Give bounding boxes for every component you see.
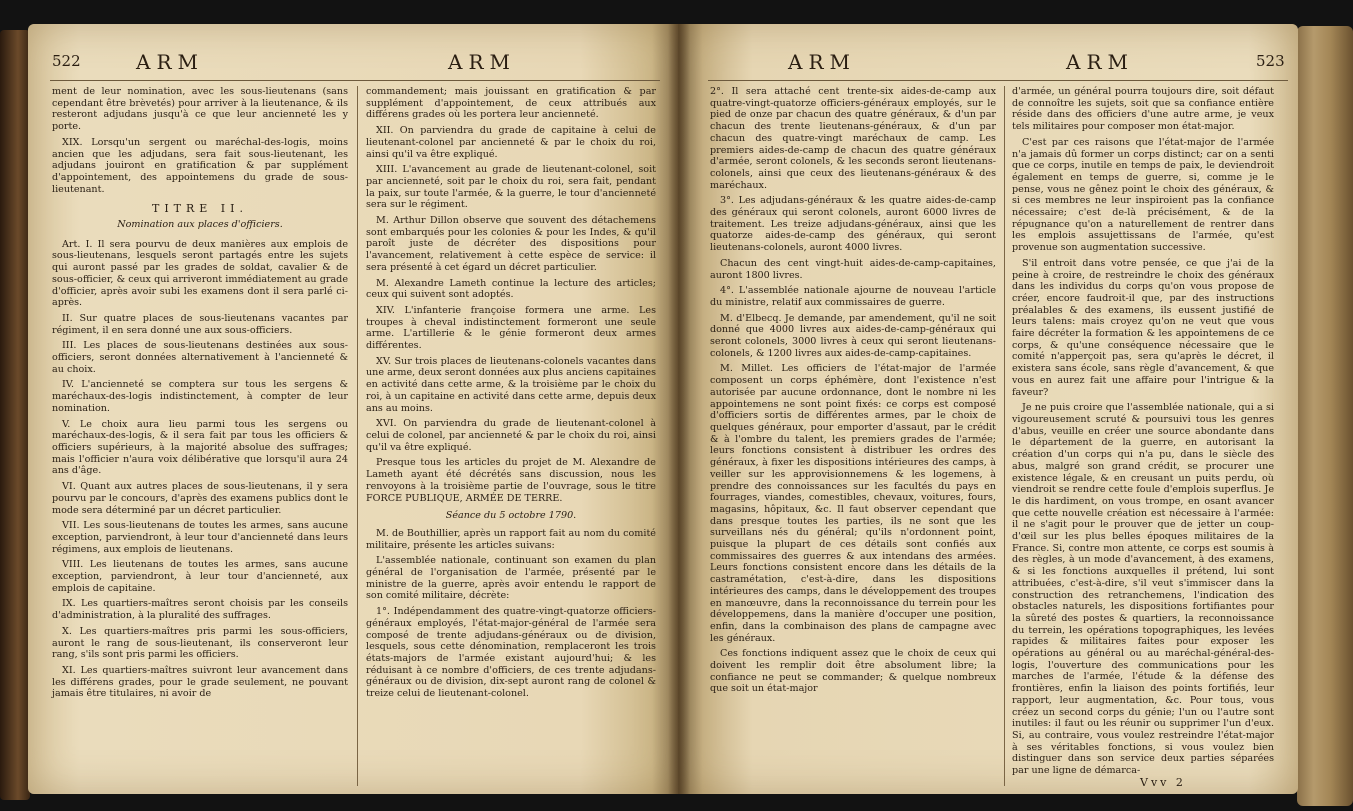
paragraph: M. Millet. Les officiers de l'état-major de l'armée composent un corps éphémère, dont l'existence n'est autorisée par aucune ordonnance, dont le nombre ni les appointemens ne sont point fixés: ce corps est composé d'officiers sortis de différentes armes, par le choix de quelques généraux, pour emporter d'assaut, par le crédit & à l'ombre du talent, les premiers grades de l'armée; leurs fonctions consistent à distribuer les ordres des généraux, à fixer les dispositions intérieures des camps, à veiller sur les approvisionnemens & les logemens, à prendre des connoissances sur les facultés du pays en fourrages, viandes, comestibles, chevaux, voitures, fours, magasins, hôpitaux, &c. Il faut observer cependant que dans presque toutes les parties, ils ne sont que les surveillans nés du général; qu'ils n'ordonnent point, puisque la plupart de ces détails sont confiés aux commissaires des guerres & aux intendans des armées. Leurs fonctions consistent encore dans les détails de la castramétation, c'est-à-dire, dans les dispositions intérieures des camps, dans le développement des troupes en manœuvre, dans la reconnoissance du terrein pour les développemens, dans la manière d'occuper une position, enfin, dans la combinaison des plans de campagne avec les généraux. bbox=[710, 363, 996, 644]
paragraph: XV. Sur trois places de lieutenans-colonels vacantes dans une arme, deux seront données aux plus anciens capitaines en activité dans cette arme, & la troisième par le choix du roi, à un capitaine en activité dans cette arme, depuis deux ans au moins. bbox=[366, 355, 656, 414]
paragraph: M. Arthur Dillon observe que souvent des détachemens sont embarqués pour les colonies & pour les Indes, & qu'il paroît juste de décréter des dispositions pour l'avancement, relativement à cette espèce de service: il sera présenté à cet égard un décret particulier. bbox=[366, 215, 656, 273]
paragraph: 3°. Les adjudans-généraux & les quatre aides-de-camp des généraux qui seront colonels, auront 6000 livres de traitement. Les treize adjudans-généraux, ainsi que les quatorze aides-de-camp des généraux, qui seront lieutenans-colonels, auront 4000 livres. bbox=[710, 195, 996, 254]
signature-mark: Vvv 2 bbox=[1140, 776, 1186, 789]
paragraph: ment de leur nomination, avec les sous-lieutenans (sans cependant être brèvetés) pour arriver à la lieutenance, & ils resteront adjudans jusqu'à ce que leur ancienneté les y porte. bbox=[52, 86, 348, 133]
paragraph: V. Le choix aura lieu parmi tous les sergens ou maréchaux-des-logis, & il sera fait par tous les officiers & officiers supérieurs, à la majorité absolue des suffrages; mais l'officier n'aura voix délibérative que lorsqu'il aura 24 ans d'âge. bbox=[52, 418, 348, 477]
paragraph: IV. L'ancienneté se comptera sur tous les sergens & maréchaux-des-logis indistinctement, à compter de leur nomination. bbox=[52, 379, 348, 414]
paragraph: C'est par ces raisons que l'état-major de l'armée n'a jamais dû former un corps distinct; car on a senti que ce corps, inutile en temps de paix, le deviendroit également en temps de guerre, si, comme je le pense, vous ne gênez point le choix des généraux, & si ces membres ne leur inspiroient pas la confiance nécessaire; c'est de-là précisément, & de la répugnance qu'on a naturellement de rentrer dans les emplois assujettissans de l'armée, qu'est provenue son augmentation successive. bbox=[1012, 136, 1274, 254]
running-header: ARM bbox=[788, 50, 856, 74]
column-divider bbox=[357, 86, 358, 786]
left-book-edge bbox=[0, 30, 30, 800]
running-header: ARM bbox=[1066, 50, 1134, 74]
right-book-edge bbox=[1297, 26, 1353, 806]
paragraph: M. de Bouthillier, après un rapport fait au nom du comité militaire, présente les articles suivans: bbox=[366, 527, 656, 551]
paragraph: III. Les places de sous-lieutenans destinées aux sous-officiers, seront données alternativement à l'ancienneté & au choix. bbox=[52, 340, 348, 375]
paragraph: XIV. L'infanterie françoise formera une arme. Les troupes à cheval indistinctement formeront une seule arme. L'artillerie & le génie formeront deux armes différentes. bbox=[366, 304, 656, 352]
book-gutter bbox=[668, 24, 690, 794]
paragraph: VIII. Les lieutenans de toutes les armes, sans aucune exception, parviendront, à leur tour d'ancienneté, aux emplois de capitaine. bbox=[52, 559, 348, 594]
section-title: TITRE II. bbox=[151, 202, 248, 216]
paragraph: commandement; mais jouissant en gratification & par supplément d'appointement, de ceux attribués aux différens grades où les portera leur ancienneté. bbox=[366, 86, 656, 121]
paragraph: XI. Les quartiers-maîtres suivront leur avancement dans les différens grades, pour le grade seulement, ne pouvant jamais être titulaires, ni avoir de bbox=[52, 664, 348, 700]
running-header: ARM bbox=[136, 50, 204, 74]
paragraph: d'armée, un général pourra toujours dire, soit défaut de connoître les sujets, soit que sa confiance entière réside dans des officiers d'une autre arme, je veux tels militaires pour composer mon état-major. bbox=[1012, 86, 1274, 133]
right-page bbox=[678, 24, 1298, 794]
paragraph: XIII. L'avancement au grade de lieutenant-colonel, soit par ancienneté, soit par le choix du roi, sera fait, pendant la paix, sur toute l'armée, & la guerre, le tour d'ancienneté sera sur le régiment. bbox=[366, 164, 656, 211]
paragraph: M. d'Elbecq. Je demande, par amendement, qu'il ne soit donné que 4000 livres aux aides-de-camp-généraux qui seront colonels, 3000 livres à ceux qui seront lieutenans-colonels, & 1200 livres aux aides-de-camp-capitaines. bbox=[710, 312, 996, 359]
running-header: ARM bbox=[448, 50, 516, 74]
page-number: 523 bbox=[1256, 52, 1285, 70]
right-column-2 bbox=[1012, 86, 1274, 781]
paragraph: Chacun des cent vingt-huit aides-de-camp-capitaines, auront 1800 livres. bbox=[710, 257, 996, 281]
left-page bbox=[28, 24, 678, 794]
paragraph: 2°. Il sera attaché cent trente-six aides-de-camp aux quatre-vingt-quatorze officiers-généraux employés, sur le pied de onze par chacun des quatre généraux, & d'un par chacun des trente lieutenans-généraux, & d'un par chacun des quatre-vingt maréchaux de camp. Les premiers aides-de-camp de chacun des quatre généraux d'armée, seront colonels, & les seconds seront lieutenans-colonels, ainsi que ceux des lieutenans-généraux & des maréchaux. bbox=[710, 86, 996, 191]
session-date: Séance du 5 octobre 1790. bbox=[445, 510, 577, 522]
paragraph: Presque tous les articles du projet de M. Alexandre de Lameth ayant été décrétés sans discussion, nous les renvoyons à la troisième partie de l'ouvrage, sous le titre FORCE PUBLIQUE, ARMÉE DE TERRE. bbox=[366, 457, 656, 504]
page-number: 522 bbox=[52, 52, 81, 70]
paragraph: M. Alexandre Lameth continue la lecture des articles; ceux qui suivent sont adoptés. bbox=[366, 277, 656, 301]
left-column-1 bbox=[52, 86, 348, 704]
paragraph: XVI. On parviendra du grade de lieutenant-colonel à celui de colonel, par ancienneté & par le choix du roi, ainsi qu'il va être expliqué. bbox=[366, 418, 656, 453]
header-rule bbox=[50, 80, 660, 81]
paragraph: 1°. Indépendamment des quatre-vingt-quatorze officiers-généraux employés, l'état-major-général de l'armée sera composé de trente adjudans-généraux ou de division, lesquels, sous cette dénomination, remplaceront les trois états-majors de l'armée existant aujourd'hui; & les réduisant à ce nombre d'officiers, de ces trente adjudans-généraux ou de division, dix-sept auront rang de colonel & treize celui de lieutenant-colonel. bbox=[366, 606, 656, 700]
paragraph: Art. I. Il sera pourvu de deux manières aux emplois de sous-lieutenans, lesquels seront partagés entre les sujets qui auront passé par les grades de soldat, cavalier & de sous-officier, & ceux qui arriveront immédiatement au grade d'officier, après avoir subi les examens dont il sera parlé ci-après. bbox=[52, 238, 348, 309]
paragraph: VII. Les sous-lieutenans de toutes les armes, sans aucune exception, parviendront, à leur tour d'ancienneté dans leurs régimens, aux emplois de lieutenans. bbox=[52, 520, 348, 555]
right-column-1 bbox=[710, 86, 996, 699]
section-subtitle: Nomination aux places d'officiers. bbox=[117, 219, 283, 231]
paragraph: IX. Les quartiers-maîtres seront choisis par les conseils d'administration, à la pluralité des suffrages. bbox=[52, 598, 348, 622]
paragraph: S'il entroit dans votre pensée, ce que j'ai de la peine à croire, de restreindre le choix des généraux dans les individus du corps qu'on vous propose de créer, encore faudroit-il que, par des instructions préalables & des examens, ils eussent justifié de leurs talens: mais croyez qu'on ne veut que vous faire décréter la formation & les appointemens de ce corps, & qu'une conséquence nécessaire que le comité n'apperçoit pas, sera qu'après le décret, il existera sans école, sans règle d'avancement, & que vous en aurez fait une affaire pour l'intrigue & la faveur? bbox=[1012, 257, 1274, 398]
paragraph: VI. Quant aux autres places de sous-lieutenans, il y sera pourvu par le concours, d'après des examens publics dont le mode sera déterminé par un décret particulier. bbox=[52, 481, 348, 516]
paragraph: Je ne puis croire que l'assemblée nationale, qui a si vigoureusement scruté & poursuivi tous les genres d'abus, veuille en créer une source abondante dans le département de la guerre, en autorisant la création d'un corps qui n'a pu, dans le siècle des abus, malgré son grand crédit, se procurer une existence légale, & en creusant un puits perdu, où viendroit se rendre cette foule d'emplois superflus. Je le dis hardiment, on vous trompe, en osant avancer que cette nouvelle création est nécessaire à l'armée: il ne s'agit pour le prouver que de jetter un coup-d'œil sur les plus belles époques militaires de la France. Si, contre mon attente, ce corps est soumis à des règles, à un mode d'avancement, à des examens, & si les fonctions auxquelles il prétend, lui sont attribuées, c'est-à-dire, s'il veut s'immiscer dans la construction des retranchemens, l'indication des obstacles naturels, les dispositions fortifiantes pour la sûreté des postes & quartiers, la reconnoissance du terrein, les opérations topographiques, les levées rapides & militaires faites pour exposer les opérations au général ou au maréchal-général-des-logis, l'ouverture des communications pour les marches de l'armée, l'étude & la défense des frontières, enfin la liaison des points fortifiés, leur rapport, leur augmentation, &c. Pour tous, vous créez un second corps du génie; l'un ou l'autre sont inutiles: il faut ou les réunir ou supprimer l'un d'eux. Si, au contraire, vous voulez restreindre l'état-major à ses véritables fonctions, si vous voulez bien distinguer dans son service deux parties séparées par une ligne de démarca- bbox=[1012, 402, 1274, 777]
paragraph: L'assemblée nationale, continuant son examen du plan général de l'organisation de l'armée, présenté par le ministre de la guerre, après avoir entendu le rapport de son comité militaire, décrète: bbox=[366, 555, 656, 602]
paragraph: II. Sur quatre places de sous-lieutenans vacantes par régiment, il en sera donné une aux sous-officiers. bbox=[52, 312, 348, 336]
paragraph: XIX. Lorsqu'un sergent ou maréchal-des-logis, moins ancien que les adjudans, sera fait sous-lieutenant, les adjudans jouiront en gratification & par supplément d'appointement, des appointemens du grade de sous-lieutenant. bbox=[52, 136, 348, 195]
paragraph: Ces fonctions indiquent assez que le choix de ceux qui doivent les remplir doit être absolument libre; la confiance ne peut se commander; & quelque nombreux que soit un état-major bbox=[710, 648, 996, 695]
paragraph: X. Les quartiers-maîtres pris parmi les sous-officiers, auront le rang de sous-lieutenant, ils conserveront leur rang, s'ils sont pris parmi les officiers. bbox=[52, 625, 348, 661]
header-rule bbox=[708, 80, 1288, 81]
left-column-2 bbox=[366, 86, 656, 704]
column-divider bbox=[1004, 86, 1005, 786]
paragraph: 4°. L'assemblée nationale ajourne de nouveau l'article du ministre, relatif aux commissaires de guerre. bbox=[710, 285, 996, 308]
paragraph: XII. On parviendra du grade de capitaine à celui de lieutenant-colonel par ancienneté & par le choix du roi, ainsi qu'il va être expliqué. bbox=[366, 125, 656, 160]
